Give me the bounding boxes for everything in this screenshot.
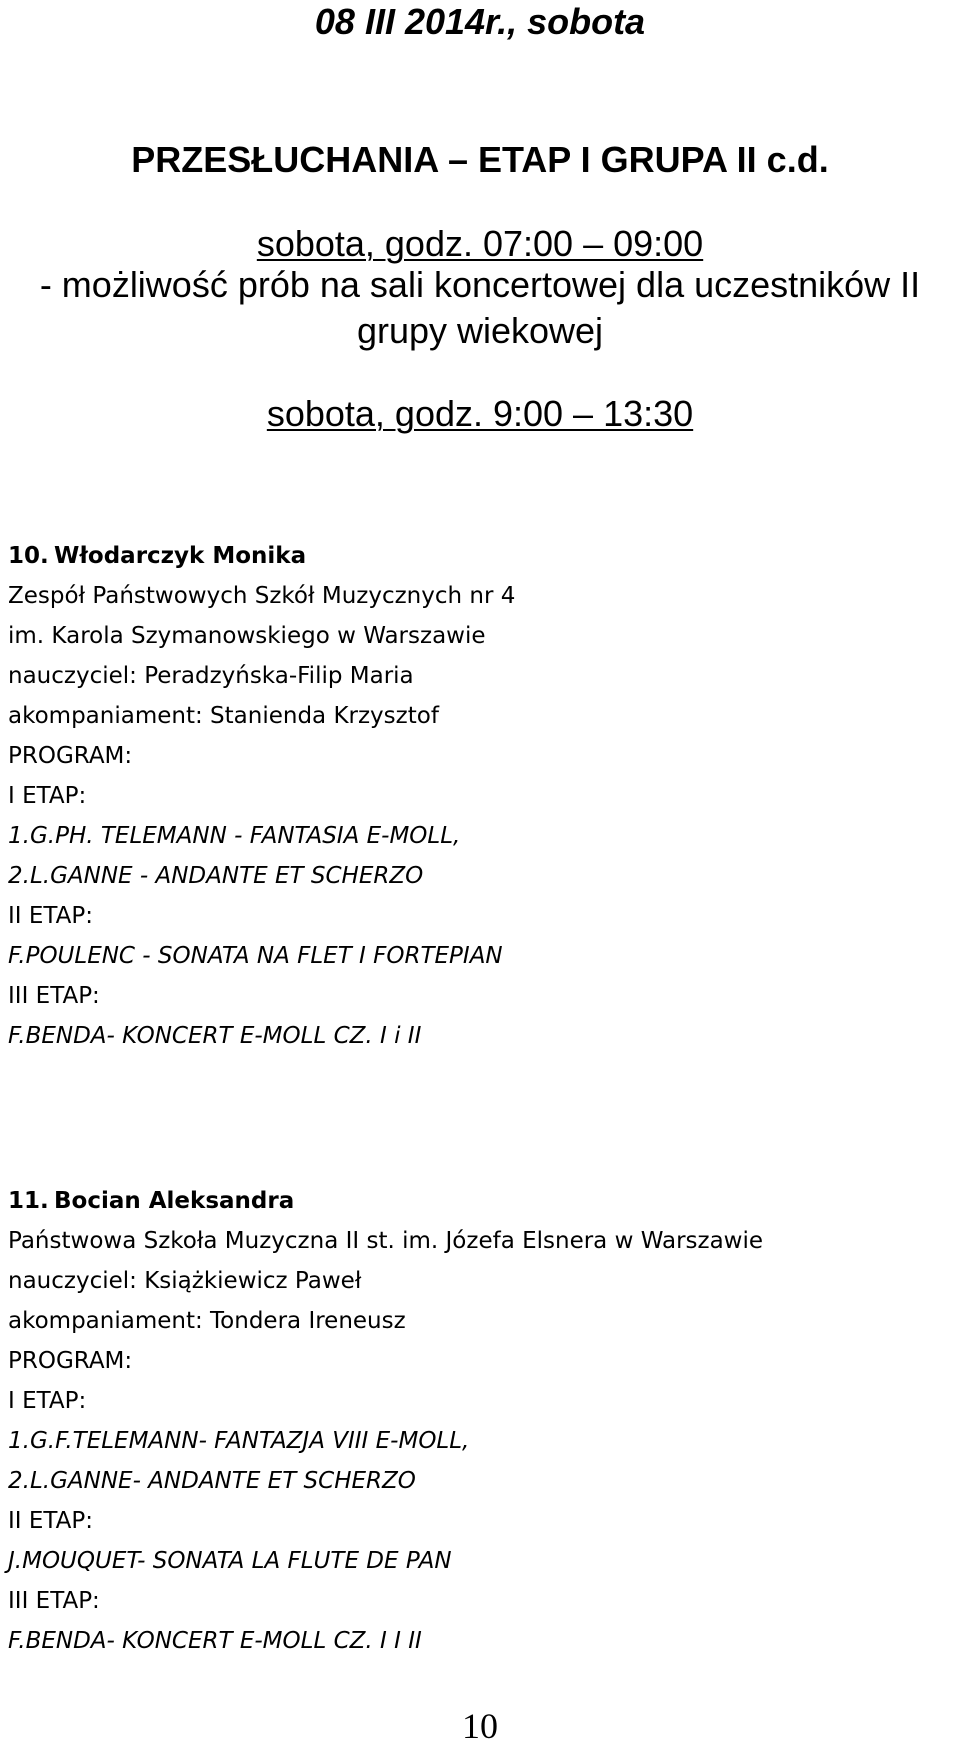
repertoire-item: 1.G.PH. TELEMANN - FANTASIA E-MOLL, <box>8 823 461 849</box>
teacher: nauczyciel: Książkiewicz Paweł <box>8 1268 362 1294</box>
stage-label: I ETAP: <box>8 783 87 809</box>
session-note-line1: - możliwość prób na sali koncertowej dla uczestników II <box>39 264 921 305</box>
page-title: PRZESŁUCHANIA – ETAP I GRUPA II c.d. <box>131 139 829 180</box>
stage-label: III ETAP: <box>8 1588 100 1614</box>
repertoire-item: F.BENDA- KONCERT E-MOLL CZ. I i II <box>8 1023 422 1049</box>
stage-label: I ETAP: <box>8 1388 87 1414</box>
repertoire-item: F.BENDA- KONCERT E-MOLL CZ. I I II <box>8 1628 422 1654</box>
session-time-early: sobota, godz. 07:00 – 09:00 <box>256 223 704 264</box>
repertoire-item: F.POULENC - SONATA NA FLET I FORTEPIAN <box>8 943 503 969</box>
session-note-line2: grupy wiekowej <box>356 310 604 351</box>
teacher: nauczyciel: Peradzyńska-Filip Maria <box>8 663 414 689</box>
participant-entry <box>8 536 515 1056</box>
program-label: PROGRAM: <box>8 1348 133 1374</box>
participant-name: Włodarczyk Monika <box>54 543 307 569</box>
school-name: Zespół Państwowych Szkół Muzycznych nr 4 <box>8 583 516 609</box>
accompaniment: akompaniament: Tondera Ireneusz <box>8 1308 406 1334</box>
accompaniment: akompaniament: Stanienda Krzysztof <box>8 703 439 729</box>
stage-label: II ETAP: <box>8 903 94 929</box>
participant-number: 11. <box>8 1188 49 1214</box>
date-heading: 08 III 2014r., sobota <box>314 1 646 42</box>
participant-name: Bocian Aleksandra <box>54 1188 295 1214</box>
repertoire-item: 2.L.GANNE - ANDANTE ET SCHERZO <box>8 863 424 889</box>
stage-label: II ETAP: <box>8 1508 94 1534</box>
stage-label: III ETAP: <box>8 983 100 1009</box>
repertoire-item: 2.L.GANNE- ANDANTE ET SCHERZO <box>8 1468 416 1494</box>
school-name-cont: im. Karola Szymanowskiego w Warszawie <box>8 623 486 649</box>
school-name: Państwowa Szkoła Muzyczna II st. im. Józefa Elsnera w Warszawie <box>8 1228 764 1254</box>
repertoire-item: J.MOUQUET- SONATA LA FLUTE DE PAN <box>8 1548 452 1574</box>
participant-number: 10. <box>8 543 49 569</box>
repertoire-item: 1.G.F.TELEMANN- FANTAZJA VIII E-MOLL, <box>8 1428 470 1454</box>
program-label: PROGRAM: <box>8 743 133 769</box>
page-number: 10 <box>462 1706 498 1746</box>
session-time-main: sobota, godz. 9:00 – 13:30 <box>266 393 694 434</box>
participant-entry <box>8 1181 763 1661</box>
